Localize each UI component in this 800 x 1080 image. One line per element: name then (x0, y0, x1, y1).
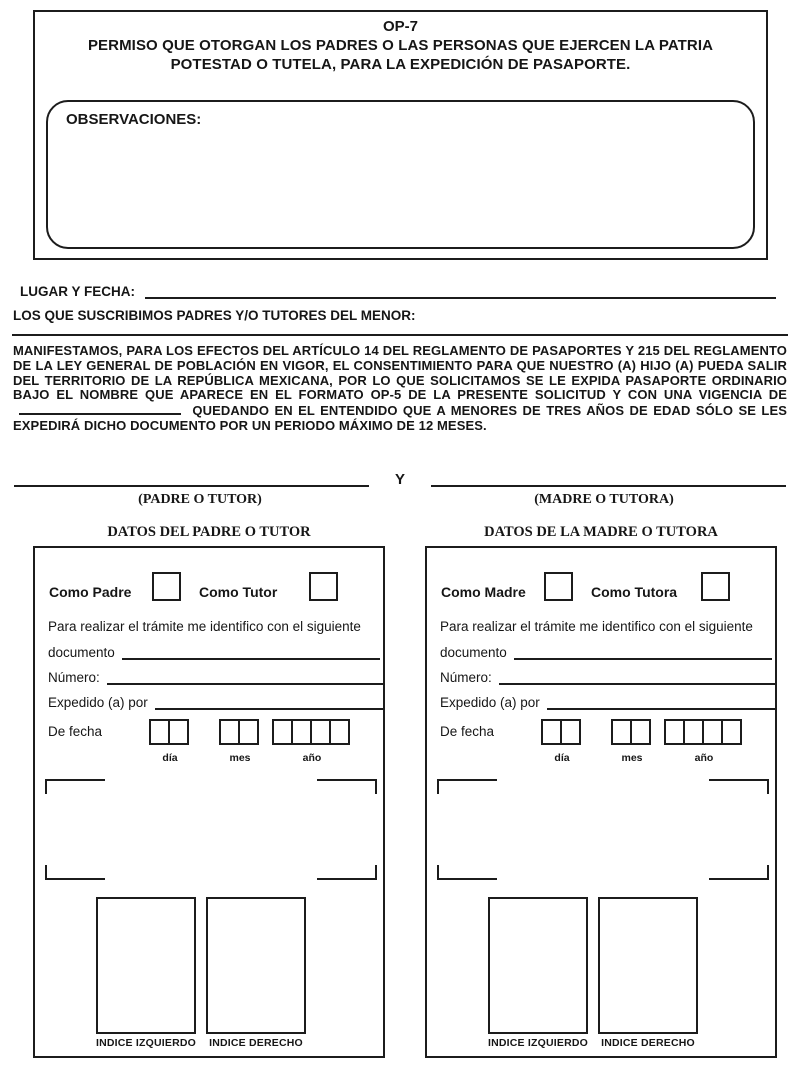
fingerprint-left-label: INDICE IZQUIERDO (95, 1037, 197, 1049)
place-date-label: LUGAR Y FECHA: (20, 284, 136, 299)
date-cell[interactable] (560, 719, 581, 745)
date-cell[interactable] (683, 719, 704, 745)
date-day-cells (541, 719, 581, 745)
date-year-cells (272, 719, 350, 745)
numero-label: Número: (48, 670, 100, 685)
mother-data-box (425, 546, 777, 1058)
numero-label: Número: (440, 670, 492, 685)
fingerprint-right-box[interactable] (598, 897, 698, 1034)
documento-line[interactable] (122, 644, 380, 660)
date-cell[interactable] (630, 719, 651, 745)
date-month-cells (219, 719, 259, 745)
de-fecha-row (35, 719, 383, 746)
como-madre-label: Como Madre (441, 584, 526, 600)
conjunction-y: Y (395, 471, 406, 488)
numero-row (440, 667, 775, 685)
corner-mark-icon (437, 865, 497, 880)
de-fecha-label: De fecha (440, 724, 495, 739)
corner-mark-icon (317, 779, 377, 794)
form-header-box (33, 10, 768, 260)
photo-frame[interactable] (437, 779, 769, 880)
expedido-label: Expedido (a) por (440, 695, 540, 710)
como-tutora-checkbox[interactable] (701, 572, 730, 601)
corner-mark-icon (709, 779, 769, 794)
como-padre-checkbox[interactable] (152, 572, 181, 601)
vigencia-blank-line[interactable] (19, 403, 181, 415)
identify-text: Para realizar el trámite me identifico con el siguiente (48, 619, 361, 634)
como-padre-label: Como Padre (49, 584, 132, 600)
mes-label: mes (621, 752, 643, 764)
como-tutora-label: Como Tutora (591, 584, 678, 600)
corner-mark-icon (45, 779, 105, 794)
date-cell[interactable] (664, 719, 685, 745)
fingerprint-right-label: INDICE DERECHO (209, 1037, 303, 1049)
date-month-cells (611, 719, 651, 745)
dia-label: día (162, 752, 178, 764)
dia-label: día (554, 752, 570, 764)
father-signature-line[interactable] (14, 471, 369, 487)
expedido-line[interactable] (155, 694, 383, 710)
fingerprint-left-box[interactable] (488, 897, 588, 1034)
como-tutor-label: Como Tutor (199, 584, 278, 600)
como-madre-checkbox[interactable] (544, 572, 573, 601)
numero-row (48, 667, 383, 685)
date-cell[interactable] (219, 719, 240, 745)
date-cell[interactable] (168, 719, 189, 745)
section-heading-mother: DATOS DE LA MADRE O TUTORA (484, 524, 718, 540)
statement-text-before: MANIFESTAMOS, PARA LOS EFECTOS DEL ARTÍCULO 14 DEL REGLAMENTO DE PASAPORTES Y 215 DEL REGLAMENTO DE LA LEY GENERAL DE POBLACIÓN EN VIGOR, EL CONSENTIMIENTO PARA QUE NUESTRO (A) HIJO (A) PUEDA SALIR DEL TERRITORIO DE LA REPÚBLICA MEXICANA, POR LO QUE SOLICITAMOS SE LE EXPIDA PASAPORTE ORDINARIO BAJO EL NOMBRE QUE APARECE EN EL FORMATO OP-5 DE LA PRESENTE SOLICITUD Y CON UNA VIGENCIA DE (13, 343, 787, 403)
place-date-row (20, 281, 776, 299)
date-cell[interactable] (149, 719, 170, 745)
documento-label: documento (440, 645, 507, 660)
date-cell[interactable] (611, 719, 632, 745)
ano-label: año (302, 752, 322, 764)
corner-mark-icon (317, 865, 377, 880)
statement-text-after: QUEDANDO EN EL ENTENDIDO QUE A MENORES DE TRES AÑOS DE EDAD SÓLO SE LES EXPEDIRÁ DICHO DOCUMENTO POR UN PERIODO MÁXIMO DE 12 MESES. (13, 403, 787, 433)
de-fecha-row (427, 719, 775, 746)
date-cell[interactable] (702, 719, 723, 745)
statement-paragraph (13, 344, 787, 434)
section-heading-father: DATOS DEL PADRE O TUTOR (107, 524, 311, 540)
form-code: OP-7 (382, 18, 418, 35)
date-cell[interactable] (541, 719, 562, 745)
corner-mark-icon (709, 865, 769, 880)
form-title: PERMISO QUE OTORGAN LOS PADRES O LAS PERSONAS QUE EJERCEN LA PATRIA POTESTAD O TUTELA, PARA LA EXPEDICIÓN DE PASAPORTE. (87, 37, 714, 73)
documento-label: documento (48, 645, 115, 660)
de-fecha-label: De fecha (48, 724, 103, 739)
place-date-line[interactable] (145, 283, 776, 299)
observations-box[interactable] (46, 100, 755, 249)
subscribers-label: LOS QUE SUSCRIBIMOS PADRES Y/O TUTORES DEL MENOR: (13, 308, 416, 323)
identify-text: Para realizar el trámite me identifico con el siguiente (440, 619, 753, 634)
fingerprint-right-label: INDICE DERECHO (601, 1037, 695, 1049)
fingerprint-left-label: INDICE IZQUIERDO (487, 1037, 589, 1049)
date-cell[interactable] (238, 719, 259, 745)
corner-mark-icon (437, 779, 497, 794)
corner-mark-icon (45, 865, 105, 880)
signature-row (14, 468, 786, 487)
observations-label: OBSERVACIONES: (66, 111, 202, 128)
expedido-line[interactable] (547, 694, 775, 710)
expedido-row (440, 692, 775, 710)
date-cell[interactable] (272, 719, 293, 745)
numero-line[interactable] (107, 669, 383, 685)
documento-row (48, 642, 380, 660)
numero-line[interactable] (499, 669, 775, 685)
fingerprint-left-box[interactable] (96, 897, 196, 1034)
date-cell[interactable] (329, 719, 350, 745)
date-cell[interactable] (291, 719, 312, 745)
mother-signature-line[interactable] (431, 471, 786, 487)
fingerprint-right-box[interactable] (206, 897, 306, 1034)
date-day-cells (149, 719, 189, 745)
como-tutor-checkbox[interactable] (309, 572, 338, 601)
date-cell[interactable] (310, 719, 331, 745)
expedido-label: Expedido (a) por (48, 695, 148, 710)
minor-name-line[interactable] (12, 320, 788, 336)
photo-frame[interactable] (45, 779, 377, 880)
ano-label: año (694, 752, 714, 764)
date-year-cells (664, 719, 742, 745)
documento-row (440, 642, 772, 660)
father-data-box (33, 546, 385, 1058)
date-cell[interactable] (721, 719, 742, 745)
mother-caption: (MADRE O TUTORA) (534, 492, 674, 507)
father-caption: (PADRE O TUTOR) (138, 492, 262, 507)
documento-line[interactable] (514, 644, 772, 660)
expedido-row (48, 692, 383, 710)
mes-label: mes (229, 752, 251, 764)
